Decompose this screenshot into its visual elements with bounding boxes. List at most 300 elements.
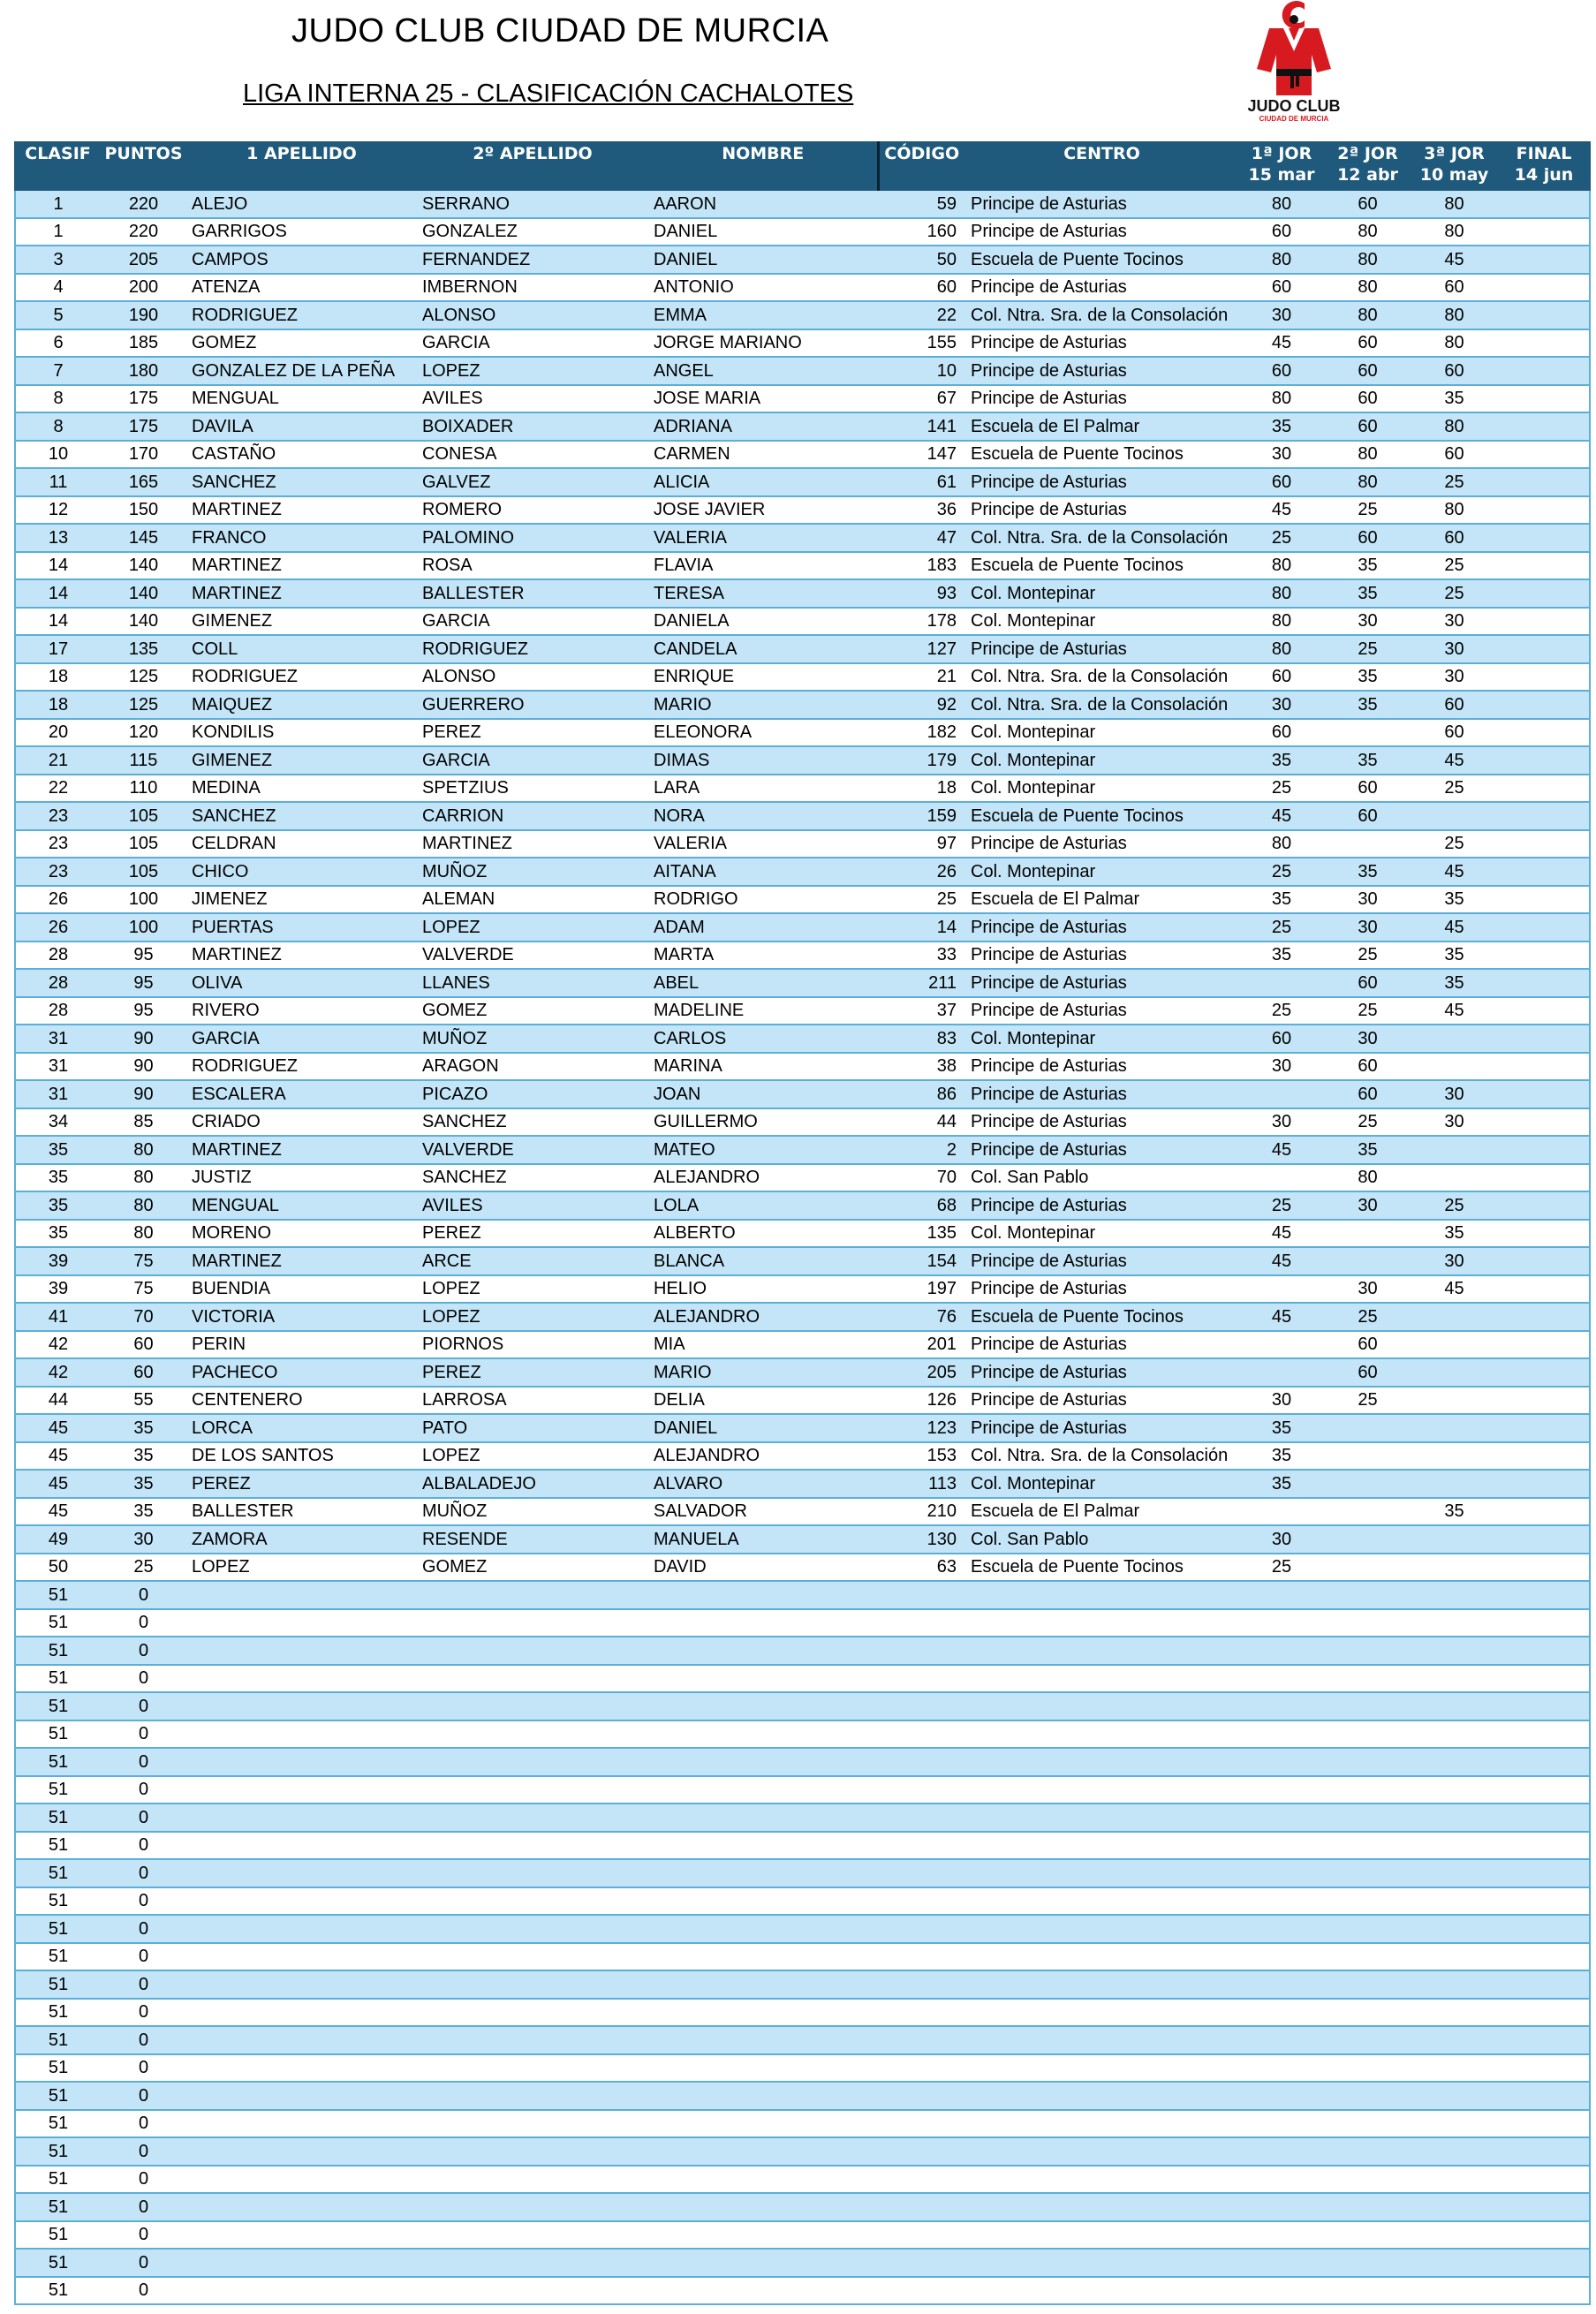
cell-j3 bbox=[1411, 1525, 1498, 1554]
cell-puntos: 95 bbox=[101, 941, 186, 970]
cell-final bbox=[1498, 1970, 1590, 1999]
cell-centro bbox=[965, 2026, 1238, 2054]
cell-final bbox=[1498, 1164, 1590, 1192]
cell-final bbox=[1498, 579, 1590, 608]
cell-j1: 45 bbox=[1238, 1136, 1325, 1164]
cell-ap1: MENGUAL bbox=[186, 1191, 417, 1220]
cell-codigo: 36 bbox=[878, 496, 965, 525]
cell-clasif: 21 bbox=[15, 746, 101, 775]
cell-ap2: LOPEZ bbox=[417, 1442, 648, 1471]
cell-codigo bbox=[878, 1692, 965, 1720]
cell-codigo: 83 bbox=[878, 1025, 965, 1053]
cell-codigo bbox=[878, 2249, 965, 2277]
cell-j3: 80 bbox=[1411, 218, 1498, 246]
cell-centro: Escuela de Puente Tocinos bbox=[965, 1554, 1238, 1582]
table-row bbox=[15, 301, 1590, 329]
table-row bbox=[15, 1358, 1590, 1387]
cell-clasif: 51 bbox=[15, 1748, 101, 1776]
cell-centro bbox=[965, 1859, 1238, 1887]
cell-j1 bbox=[1238, 1748, 1325, 1776]
cell-final bbox=[1498, 1720, 1590, 1749]
cell-j3 bbox=[1411, 2193, 1498, 2221]
cell-final bbox=[1498, 1053, 1590, 1081]
cell-j2: 60 bbox=[1325, 1331, 1411, 1359]
cell-nombre: VALERIA bbox=[648, 830, 878, 858]
cell-j3 bbox=[1411, 1748, 1498, 1776]
cell-centro: Escuela de El Palmar bbox=[965, 1498, 1238, 1526]
cell-ap1: BUENDIA bbox=[186, 1275, 417, 1304]
cell-j3: 25 bbox=[1411, 468, 1498, 496]
cell-j2 bbox=[1325, 1581, 1411, 1609]
cell-ap2 bbox=[417, 1720, 648, 1749]
table-row bbox=[15, 635, 1590, 663]
cell-j3 bbox=[1411, 1776, 1498, 1804]
cell-clasif: 34 bbox=[15, 1108, 101, 1137]
cell-centro: Col. Montepinar bbox=[965, 1220, 1238, 1248]
cell-ap2: GARCIA bbox=[417, 329, 648, 358]
cell-puntos: 190 bbox=[101, 301, 186, 329]
cell-j3 bbox=[1411, 2054, 1498, 2083]
cell-puntos: 0 bbox=[101, 1692, 186, 1720]
cell-ap2 bbox=[417, 1970, 648, 1999]
cell-final bbox=[1498, 830, 1590, 858]
cell-final bbox=[1498, 274, 1590, 302]
cell-final bbox=[1498, 329, 1590, 358]
cell-nombre: ADAM bbox=[648, 913, 878, 941]
cell-codigo: 10 bbox=[878, 357, 965, 385]
cell-codigo bbox=[878, 2110, 965, 2138]
cell-nombre: LOLA bbox=[648, 1191, 878, 1220]
table-row bbox=[15, 719, 1590, 747]
cell-clasif: 51 bbox=[15, 2026, 101, 2054]
cell-nombre bbox=[648, 1665, 878, 1693]
cell-ap2: BALLESTER bbox=[417, 579, 648, 608]
cell-j3: 35 bbox=[1411, 886, 1498, 914]
table-row bbox=[15, 1220, 1590, 1248]
cell-j2 bbox=[1325, 1859, 1411, 1887]
table-row bbox=[15, 1665, 1590, 1693]
cell-final bbox=[1498, 663, 1590, 692]
cell-j2: 60 bbox=[1325, 412, 1411, 441]
cell-clasif: 20 bbox=[15, 719, 101, 747]
cell-j2 bbox=[1325, 1887, 1411, 1916]
cell-j1: 80 bbox=[1238, 385, 1325, 413]
cell-j1 bbox=[1238, 1943, 1325, 1971]
cell-j1: 35 bbox=[1238, 1414, 1325, 1442]
cell-codigo bbox=[878, 2137, 965, 2166]
cell-codigo: 86 bbox=[878, 1080, 965, 1108]
cell-codigo: 135 bbox=[878, 1220, 965, 1248]
cell-nombre: ANTONIO bbox=[648, 274, 878, 302]
cell-j1 bbox=[1238, 1804, 1325, 1832]
cell-ap1 bbox=[186, 2221, 417, 2250]
cell-j2: 35 bbox=[1325, 663, 1411, 692]
cell-codigo bbox=[878, 2221, 965, 2250]
cell-clasif: 51 bbox=[15, 2054, 101, 2083]
cell-j1: 30 bbox=[1238, 441, 1325, 469]
cell-final bbox=[1498, 385, 1590, 413]
cell-centro bbox=[965, 1832, 1238, 1860]
cell-puntos: 0 bbox=[101, 1943, 186, 1971]
cell-puntos: 70 bbox=[101, 1303, 186, 1331]
cell-final bbox=[1498, 2026, 1590, 2054]
table-body bbox=[15, 190, 1590, 2304]
column-header-ap1 bbox=[186, 142, 417, 190]
cell-clasif: 23 bbox=[15, 802, 101, 830]
cell-nombre: EMMA bbox=[648, 301, 878, 329]
table-row bbox=[15, 1609, 1590, 1637]
cell-ap1: SANCHEZ bbox=[186, 468, 417, 496]
table-row bbox=[15, 357, 1590, 385]
cell-j2: 60 bbox=[1325, 969, 1411, 997]
cell-nombre bbox=[648, 1887, 878, 1916]
cell-nombre: ALEJANDRO bbox=[648, 1442, 878, 1471]
cell-final bbox=[1498, 858, 1590, 886]
cell-nombre: JOAN bbox=[648, 1080, 878, 1108]
cell-nombre bbox=[648, 1692, 878, 1720]
cell-puntos: 100 bbox=[101, 886, 186, 914]
cell-centro: Col. Ntra. Sra. de la Consolación bbox=[965, 691, 1238, 719]
cell-centro: Principe de Asturias bbox=[965, 218, 1238, 246]
cell-clasif: 51 bbox=[15, 2082, 101, 2110]
cell-centro: Principe de Asturias bbox=[965, 329, 1238, 358]
table-row bbox=[15, 886, 1590, 914]
cell-puntos: 115 bbox=[101, 746, 186, 775]
cell-ap1: MARTINEZ bbox=[186, 579, 417, 608]
cell-j2: 80 bbox=[1325, 441, 1411, 469]
cell-j1 bbox=[1238, 2221, 1325, 2250]
cell-puntos: 205 bbox=[101, 246, 186, 274]
cell-clasif: 8 bbox=[15, 412, 101, 441]
cell-clasif: 51 bbox=[15, 1637, 101, 1665]
cell-j2: 60 bbox=[1325, 1080, 1411, 1108]
cell-j2: 25 bbox=[1325, 496, 1411, 525]
cell-nombre: BLANCA bbox=[648, 1247, 878, 1275]
cell-ap1 bbox=[186, 1609, 417, 1637]
column-header-j2 bbox=[1325, 142, 1411, 190]
cell-centro: Principe de Asturias bbox=[965, 1080, 1238, 1108]
cell-codigo bbox=[878, 1832, 965, 1860]
table-row bbox=[15, 1331, 1590, 1359]
table-row bbox=[15, 1275, 1590, 1304]
cell-codigo: 123 bbox=[878, 1414, 965, 1442]
cell-ap1 bbox=[186, 1832, 417, 1860]
cell-ap2 bbox=[417, 2221, 648, 2250]
cell-ap1 bbox=[186, 1859, 417, 1887]
cell-j1: 45 bbox=[1238, 496, 1325, 525]
cell-j2: 80 bbox=[1325, 274, 1411, 302]
cell-j1 bbox=[1238, 969, 1325, 997]
cell-ap1 bbox=[186, 2166, 417, 2194]
cell-puntos: 35 bbox=[101, 1498, 186, 1526]
cell-puntos: 175 bbox=[101, 412, 186, 441]
cell-centro: Principe de Asturias bbox=[965, 1331, 1238, 1359]
cell-j1: 60 bbox=[1238, 218, 1325, 246]
cell-ap2: CONESA bbox=[417, 441, 648, 469]
cell-clasif: 51 bbox=[15, 1720, 101, 1749]
cell-j1 bbox=[1238, 1275, 1325, 1304]
cell-clasif: 28 bbox=[15, 969, 101, 997]
cell-ap2: CARRION bbox=[417, 802, 648, 830]
cell-centro: Col. Ntra. Sra. de la Consolación bbox=[965, 524, 1238, 552]
cell-clasif: 51 bbox=[15, 2249, 101, 2277]
cell-nombre bbox=[648, 1859, 878, 1887]
cell-clasif: 51 bbox=[15, 1609, 101, 1637]
table-row bbox=[15, 274, 1590, 302]
cell-centro: Principe de Asturias bbox=[965, 997, 1238, 1025]
cell-ap2 bbox=[417, 2193, 648, 2221]
cell-ap2 bbox=[417, 1999, 648, 2027]
cell-clasif: 31 bbox=[15, 1080, 101, 1108]
cell-ap2 bbox=[417, 2137, 648, 2166]
column-header-date: 10 may bbox=[1419, 165, 1489, 185]
cell-j2 bbox=[1325, 2193, 1411, 2221]
cell-j3: 60 bbox=[1411, 274, 1498, 302]
cell-centro bbox=[965, 1915, 1238, 1943]
cell-clasif: 8 bbox=[15, 385, 101, 413]
cell-centro bbox=[965, 1720, 1238, 1749]
cell-codigo: 197 bbox=[878, 1275, 965, 1304]
cell-j1 bbox=[1238, 1637, 1325, 1665]
cell-j1: 35 bbox=[1238, 1470, 1325, 1498]
cell-centro: Principe de Asturias bbox=[965, 1053, 1238, 1081]
cell-j1 bbox=[1238, 1164, 1325, 1192]
cell-j3 bbox=[1411, 2249, 1498, 2277]
cell-nombre: SALVADOR bbox=[648, 1498, 878, 1526]
cell-ap1: RIVERO bbox=[186, 997, 417, 1025]
table-row bbox=[15, 1776, 1590, 1804]
cell-final bbox=[1498, 1080, 1590, 1108]
cell-puntos: 95 bbox=[101, 997, 186, 1025]
cell-ap2: ARCE bbox=[417, 1247, 648, 1275]
cell-ap2 bbox=[417, 1776, 648, 1804]
cell-final bbox=[1498, 2277, 1590, 2305]
cell-j1: 25 bbox=[1238, 913, 1325, 941]
cell-clasif: 51 bbox=[15, 1832, 101, 1860]
cell-puntos: 0 bbox=[101, 1999, 186, 2027]
cell-j3 bbox=[1411, 2026, 1498, 2054]
cell-j2: 35 bbox=[1325, 746, 1411, 775]
cell-codigo: 25 bbox=[878, 886, 965, 914]
cell-j2 bbox=[1325, 1943, 1411, 1971]
cell-nombre bbox=[648, 2082, 878, 2110]
cell-j1 bbox=[1238, 1498, 1325, 1526]
cell-centro bbox=[965, 1887, 1238, 1916]
cell-puntos: 0 bbox=[101, 1748, 186, 1776]
cell-final bbox=[1498, 190, 1590, 218]
cell-j1 bbox=[1238, 2054, 1325, 2083]
cell-j3 bbox=[1411, 2166, 1498, 2194]
cell-j1: 45 bbox=[1238, 1303, 1325, 1331]
cell-clasif: 3 bbox=[15, 246, 101, 274]
cell-nombre: CARLOS bbox=[648, 1025, 878, 1053]
cell-final bbox=[1498, 218, 1590, 246]
cell-puntos: 200 bbox=[101, 274, 186, 302]
column-header-label: PUNTOS bbox=[104, 144, 183, 163]
cell-nombre: JOSE JAVIER bbox=[648, 496, 878, 525]
cell-centro bbox=[965, 2054, 1238, 2083]
cell-nombre: CANDELA bbox=[648, 635, 878, 663]
cell-puntos: 0 bbox=[101, 2193, 186, 2221]
cell-ap1: MAIQUEZ bbox=[186, 691, 417, 719]
cell-nombre: MARIO bbox=[648, 1358, 878, 1387]
cell-centro: Col. Ntra. Sra. de la Consolación bbox=[965, 301, 1238, 329]
cell-puntos: 170 bbox=[101, 441, 186, 469]
cell-final bbox=[1498, 1220, 1590, 1248]
cell-nombre: GUILLERMO bbox=[648, 1108, 878, 1137]
cell-ap2: ROSA bbox=[417, 552, 648, 580]
cell-nombre: ABEL bbox=[648, 969, 878, 997]
cell-j3: 35 bbox=[1411, 1498, 1498, 1526]
column-header-label: CLASIF bbox=[25, 144, 91, 163]
cell-j1 bbox=[1238, 1776, 1325, 1804]
column-header-label: NOMBRE bbox=[722, 144, 805, 163]
table-row bbox=[15, 1832, 1590, 1860]
cell-ap1: RODRIGUEZ bbox=[186, 1053, 417, 1081]
cell-ap2: ALONSO bbox=[417, 301, 648, 329]
cell-centro: Col. Ntra. Sra. de la Consolación bbox=[965, 1442, 1238, 1471]
cell-j2: 60 bbox=[1325, 190, 1411, 218]
cell-codigo: 2 bbox=[878, 1136, 965, 1164]
cell-final bbox=[1498, 1387, 1590, 1415]
cell-final bbox=[1498, 969, 1590, 997]
cell-final bbox=[1498, 1609, 1590, 1637]
cell-j1 bbox=[1238, 1832, 1325, 1860]
cell-nombre: ADRIANA bbox=[648, 412, 878, 441]
cell-final bbox=[1498, 1692, 1590, 1720]
cell-codigo: 26 bbox=[878, 858, 965, 886]
cell-j1: 30 bbox=[1238, 1053, 1325, 1081]
table-row bbox=[15, 969, 1590, 997]
cell-j1: 60 bbox=[1238, 357, 1325, 385]
cell-final bbox=[1498, 2249, 1590, 2277]
cell-j2 bbox=[1325, 2026, 1411, 2054]
cell-ap1: MARTINEZ bbox=[186, 552, 417, 580]
column-header-date: 12 abr bbox=[1337, 165, 1398, 185]
cell-nombre: ANGEL bbox=[648, 357, 878, 385]
cell-j2 bbox=[1325, 1247, 1411, 1275]
cell-final bbox=[1498, 608, 1590, 636]
cell-nombre bbox=[648, 1832, 878, 1860]
table-row bbox=[15, 1191, 1590, 1220]
cell-final bbox=[1498, 1665, 1590, 1693]
column-header-codigo bbox=[878, 142, 965, 190]
table-row bbox=[15, 1915, 1590, 1943]
cell-ap1: MARTINEZ bbox=[186, 496, 417, 525]
cell-nombre: ALEJANDRO bbox=[648, 1303, 878, 1331]
cell-puntos: 220 bbox=[101, 190, 186, 218]
table-row bbox=[15, 941, 1590, 970]
cell-j2: 60 bbox=[1325, 775, 1411, 803]
cell-j3: 60 bbox=[1411, 524, 1498, 552]
cell-j3 bbox=[1411, 1164, 1498, 1192]
cell-clasif: 51 bbox=[15, 1999, 101, 2027]
cell-clasif: 51 bbox=[15, 2137, 101, 2166]
cell-clasif: 41 bbox=[15, 1303, 101, 1331]
cell-clasif: 49 bbox=[15, 1525, 101, 1554]
cell-ap1 bbox=[186, 2193, 417, 2221]
cell-codigo: 154 bbox=[878, 1247, 965, 1275]
cell-j2: 35 bbox=[1325, 579, 1411, 608]
table-row bbox=[15, 468, 1590, 496]
cell-ap1: MARTINEZ bbox=[186, 941, 417, 970]
cell-ap1 bbox=[186, 2082, 417, 2110]
cell-final bbox=[1498, 1776, 1590, 1804]
table-row bbox=[15, 2054, 1590, 2083]
table-row bbox=[15, 830, 1590, 858]
cell-clasif: 35 bbox=[15, 1136, 101, 1164]
cell-clasif: 28 bbox=[15, 941, 101, 970]
cell-j1: 45 bbox=[1238, 329, 1325, 358]
cell-ap1: JIMENEZ bbox=[186, 886, 417, 914]
column-header-label: CENTRO bbox=[1063, 144, 1140, 163]
cell-nombre: ENRIQUE bbox=[648, 663, 878, 692]
cell-clasif: 45 bbox=[15, 1470, 101, 1498]
cell-puntos: 0 bbox=[101, 1581, 186, 1609]
cell-ap2 bbox=[417, 2249, 648, 2277]
table-row bbox=[15, 663, 1590, 692]
cell-ap1: SANCHEZ bbox=[186, 802, 417, 830]
table-row bbox=[15, 1053, 1590, 1081]
cell-j3 bbox=[1411, 1609, 1498, 1637]
cell-j2: 60 bbox=[1325, 357, 1411, 385]
cell-nombre bbox=[648, 1999, 878, 2027]
cell-puntos: 35 bbox=[101, 1414, 186, 1442]
cell-ap1: KONDILIS bbox=[186, 719, 417, 747]
cell-codigo: 141 bbox=[878, 412, 965, 441]
cell-clasif: 51 bbox=[15, 2277, 101, 2305]
cell-centro bbox=[965, 1665, 1238, 1693]
cell-j3 bbox=[1411, 1358, 1498, 1387]
cell-centro bbox=[965, 1804, 1238, 1832]
cell-ap1 bbox=[186, 1943, 417, 1971]
cell-centro bbox=[965, 2110, 1238, 2138]
cell-clasif: 45 bbox=[15, 1414, 101, 1442]
cell-centro bbox=[965, 1609, 1238, 1637]
cell-codigo: 59 bbox=[878, 190, 965, 218]
cell-ap1 bbox=[186, 1887, 417, 1916]
cell-j2 bbox=[1325, 2221, 1411, 2250]
cell-final bbox=[1498, 802, 1590, 830]
table-row bbox=[15, 2082, 1590, 2110]
cell-nombre: AITANA bbox=[648, 858, 878, 886]
cell-ap2 bbox=[417, 2082, 648, 2110]
cell-ap1 bbox=[186, 2054, 417, 2083]
cell-centro: Col. Montepinar bbox=[965, 858, 1238, 886]
cell-j3 bbox=[1411, 1053, 1498, 1081]
cell-ap1: BALLESTER bbox=[186, 1498, 417, 1526]
table-row bbox=[15, 1999, 1590, 2027]
cell-clasif: 31 bbox=[15, 1025, 101, 1053]
cell-j3: 45 bbox=[1411, 246, 1498, 274]
cell-ap1: MEDINA bbox=[186, 775, 417, 803]
cell-j3: 35 bbox=[1411, 969, 1498, 997]
cell-j1: 30 bbox=[1238, 1525, 1325, 1554]
cell-j1: 60 bbox=[1238, 1025, 1325, 1053]
cell-j3: 80 bbox=[1411, 329, 1498, 358]
cell-j1: 30 bbox=[1238, 1108, 1325, 1137]
table-row bbox=[15, 1970, 1590, 1999]
cell-j1 bbox=[1238, 1358, 1325, 1387]
cell-ap2: SANCHEZ bbox=[417, 1164, 648, 1192]
cell-ap2: PALOMINO bbox=[417, 524, 648, 552]
cell-centro bbox=[965, 2193, 1238, 2221]
cell-ap2: IMBERNON bbox=[417, 274, 648, 302]
cell-codigo: 60 bbox=[878, 274, 965, 302]
cell-j3 bbox=[1411, 2277, 1498, 2305]
cell-ap2: PEREZ bbox=[417, 1358, 648, 1387]
cell-j3: 45 bbox=[1411, 858, 1498, 886]
